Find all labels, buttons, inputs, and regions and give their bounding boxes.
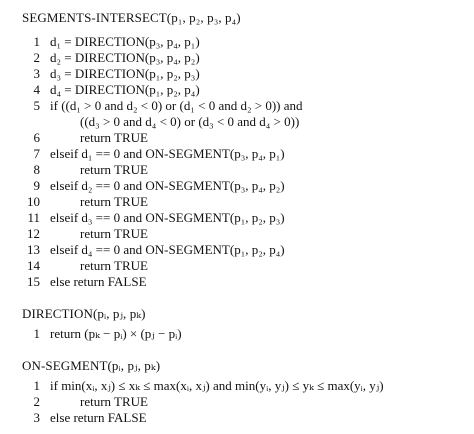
code-text: return TRUE bbox=[80, 258, 148, 273]
code-text: return (pₖ − pᵢ) × (pⱼ − pᵢ) bbox=[50, 326, 182, 341]
code-text: d₄ = DIRECTION(p₁, p₂, p₄) bbox=[50, 82, 200, 97]
code-text: d₁ = DIRECTION(p₃, p₄, p₁) bbox=[50, 34, 200, 49]
procedure-title-segments-intersect: SEGMENTS-INTERSECT(p₁, p₂, p₃, p₄) bbox=[22, 10, 241, 25]
line-number: 11 bbox=[27, 210, 40, 225]
line-number: 3 bbox=[33, 410, 40, 425]
code-text: if ((d₁ > 0 and d₂ < 0) or (d₁ < 0 and d₂ > 0)) and bbox=[50, 98, 303, 113]
line-number: 1 bbox=[33, 378, 40, 393]
line-number: 1 bbox=[33, 34, 40, 49]
line-number: 2 bbox=[33, 394, 40, 409]
code-text: elseif d₄ == 0 and ON-SEGMENT(p₁, p₂, p₄) bbox=[50, 242, 285, 257]
line-number: 5 bbox=[33, 98, 40, 113]
line-number: 4 bbox=[33, 82, 40, 97]
code-text: elseif d₂ == 0 and ON-SEGMENT(p₃, p₄, p₂) bbox=[50, 178, 285, 193]
line-number: 8 bbox=[33, 162, 40, 177]
code-text: elseif d₁ == 0 and ON-SEGMENT(p₃, p₄, p₁) bbox=[50, 146, 285, 161]
code-text: d₂ = DIRECTION(p₃, p₄, p₂) bbox=[50, 50, 200, 65]
line-number: 10 bbox=[27, 194, 40, 209]
code-text: return TRUE bbox=[80, 162, 148, 177]
code-text: else return FALSE bbox=[50, 274, 147, 289]
line-number: 13 bbox=[27, 242, 40, 257]
code-text: return TRUE bbox=[80, 226, 148, 241]
code-text: d₃ = DIRECTION(p₁, p₂, p₃) bbox=[50, 66, 200, 81]
code-text: return TRUE bbox=[80, 130, 148, 145]
code-text: return TRUE bbox=[80, 394, 148, 409]
line-number: 9 bbox=[33, 178, 40, 193]
line-number: 6 bbox=[33, 130, 40, 145]
line-number: 2 bbox=[33, 50, 40, 65]
code-text: elseif d₃ == 0 and ON-SEGMENT(p₁, p₂, p₃) bbox=[50, 210, 285, 225]
code-text: if min(xᵢ, xⱼ) ≤ xₖ ≤ max(xᵢ, xⱼ) and min(yᵢ, yⱼ) ≤ yₖ ≤ max(yᵢ, yⱼ) bbox=[50, 378, 384, 393]
line-number: 15 bbox=[27, 274, 40, 289]
code-text: else return FALSE bbox=[50, 410, 147, 425]
code-text: return TRUE bbox=[80, 194, 148, 209]
code-text: ((d₃ > 0 and d₄ < 0) or (d₃ < 0 and d₄ > 0)) bbox=[80, 114, 300, 129]
line-number: 1 bbox=[33, 326, 40, 341]
line-number: 7 bbox=[33, 146, 40, 161]
procedure-title-on-segment: ON-SEGMENT(pᵢ, pⱼ, pₖ) bbox=[22, 358, 161, 373]
line-number: 3 bbox=[33, 66, 40, 81]
procedure-title-direction: DIRECTION(pᵢ, pⱼ, pₖ) bbox=[22, 306, 146, 321]
line-number: 14 bbox=[27, 258, 40, 273]
line-number: 12 bbox=[27, 226, 40, 241]
